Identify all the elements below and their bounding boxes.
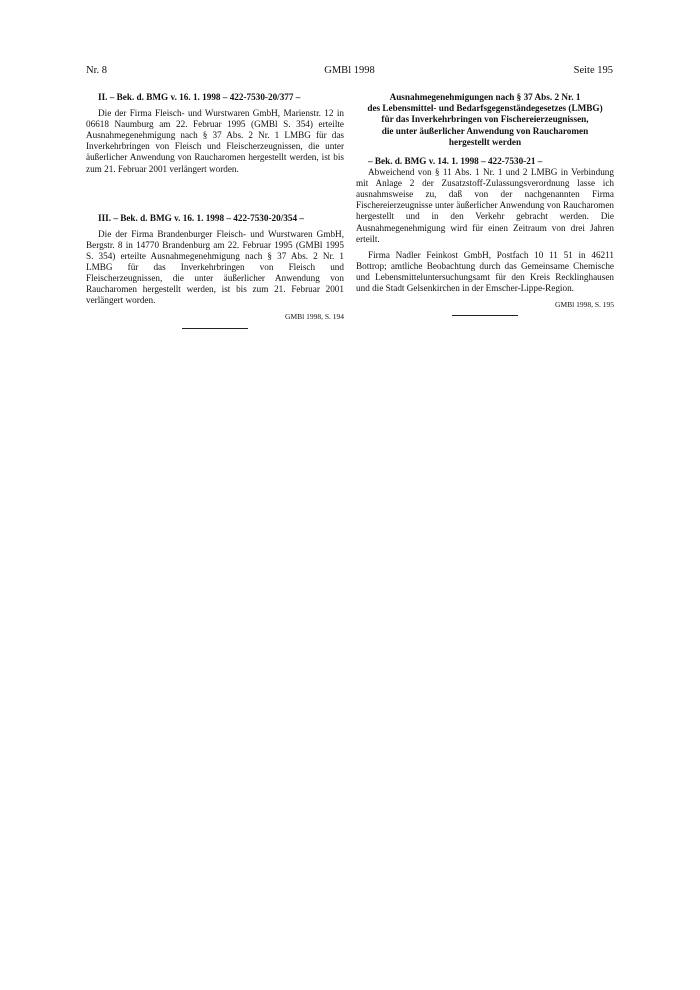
page-header bbox=[86, 65, 613, 79]
title-line: des Lebensmittel- und Bedarfsgegenständegesetzes (LMBG) bbox=[367, 103, 603, 114]
section-iii bbox=[86, 213, 344, 329]
title-line: für das Inverkehrbringen von Fischereierzeugnissen, bbox=[381, 114, 589, 125]
title-line: hergestellt werden bbox=[448, 136, 522, 147]
notice-paragraph-2: Firma Nadler Feinkost GmbH, Postfach 10 11 51 in 46211 Bottrop; amtliche Beobachtung durch das Gemeinsame Chemische und Lebensmitteluntersuchungsamt für den Kreis Recklinghausen und die Stadt Gelsenkirchen in der Emscher-Lippe-Region. bbox=[356, 249, 614, 294]
separator-rule-left bbox=[182, 328, 248, 329]
notice-reference: GMBl 1998, S. 195 bbox=[555, 300, 614, 310]
notice-title bbox=[356, 92, 614, 148]
section-iii-body: Die der Firma Brandenburger Fleisch- und Wurstwaren GmbH, Bergstr. 8 in 14770 Brandenburg am 22. Februar 1995 (GMBl 1995 S. 354) erteilte Ausnahmegenehmigung nach § 37 Abs. 2 Nr. 1 LMBG für das Inverkehrbringen von Fleisch und Fleischerzeugnissen, die unter äußerlicher Anwendung von Raucharomen hergestellt werden, ist bis zum 21. Februar 2001 verlängert worden. bbox=[86, 228, 344, 306]
separator-rule-right bbox=[452, 315, 518, 316]
right-column bbox=[356, 92, 614, 316]
section-iii-reference: GMBl 1998, S. 194 bbox=[285, 312, 344, 322]
section-ii bbox=[86, 92, 344, 175]
page-number: Seite 195 bbox=[573, 65, 613, 76]
left-column bbox=[86, 92, 344, 329]
section-ii-body: Die der Firma Fleisch- und Wurstwaren GmbH, Marienstr. 12 in 06618 Naumburg am 22. Februar 1995 (GMBl S. 354) erteilte Ausnahmegenehmigung nach § 37 Abs. 2 Nr. 1 LMBG für das Inverkehrbringen von Fleisch und Fleischerzeugnissen, die unter äußerlicher Anwendung von Raucharomen hergestellt werden, ist bis zum 21. Februar 2001 verlängert worden. bbox=[86, 108, 344, 174]
notice-paragraph-1: Abweichend von § 11 Abs. 1 Nr. 1 und 2 LMBG in Verbindung mit Anlage 2 der Zusatzstoff-Zulassungsverordnung lasse ich ausnahmsweise zu, daß von der nachgenannten Firma Fischereierzeugnisse unter äußerlicher Anwendung von Raucharomen hergestellt und in den Verkehr gebracht werden. Die Ausnahmegenehmigung wird für einen Zeitraum von drei Jahren erteilt. bbox=[356, 167, 614, 244]
section-iii-heading: III. – Bek. d. BMG v. 16. 1. 1998 – 422-7530-20/354 – bbox=[98, 212, 304, 223]
journal-name: GMBl 1998 bbox=[324, 65, 375, 76]
issue-number: Nr. 8 bbox=[86, 65, 107, 76]
title-line: Ausnahmegenehmigungen nach § 37 Abs. 2 Nr. 1 bbox=[389, 92, 581, 102]
section-ii-heading: II. – Bek. d. BMG v. 16. 1. 1998 – 422-7530-20/377 – bbox=[98, 92, 301, 102]
notice-bek-heading: – Bek. d. BMG v. 14. 1. 1998 – 422-7530-21 – bbox=[368, 156, 543, 167]
title-line: die unter äußerlicher Anwendung von Raucharomen bbox=[381, 125, 589, 136]
